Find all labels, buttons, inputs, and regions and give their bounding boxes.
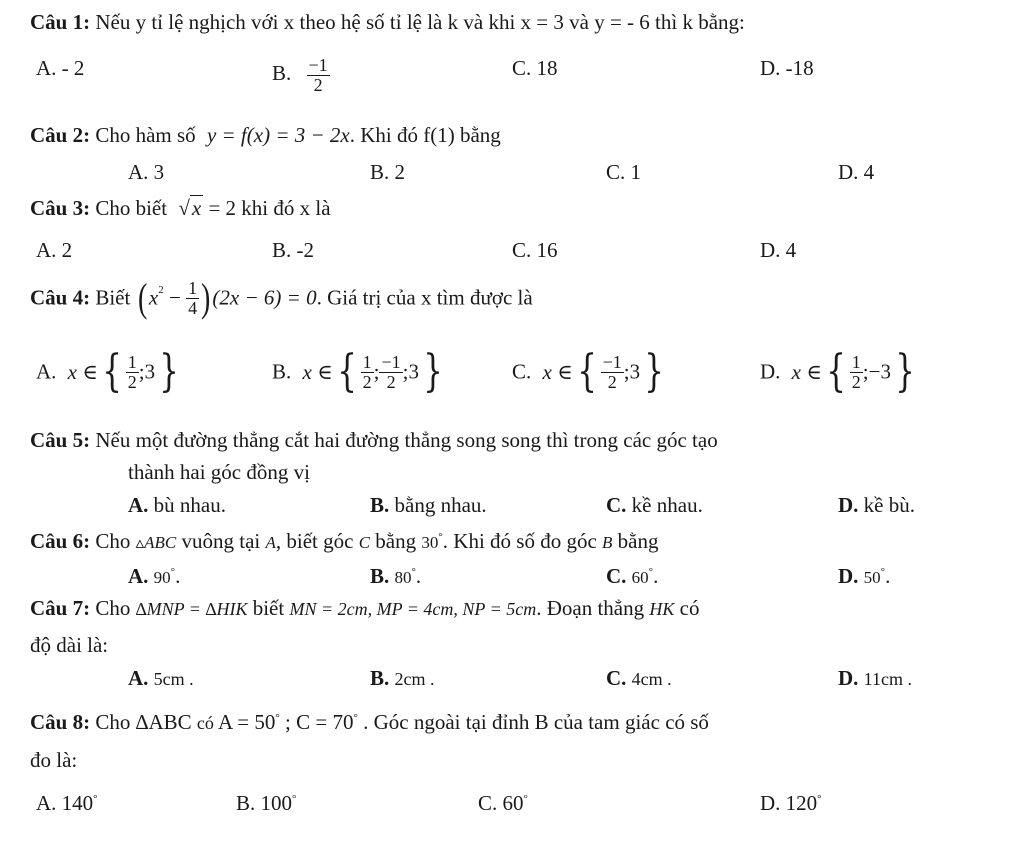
q5-d-l: D. [838, 493, 859, 517]
q5-a-l: A. [128, 493, 149, 517]
q8-text2: đo là: [30, 748, 78, 772]
q8-option-d[interactable] [760, 793, 822, 814]
q5-text2: thành hai góc đồng vị [128, 460, 310, 484]
q4-frac-num: 1 [188, 277, 198, 298]
q7-b-text: 2cm . [394, 669, 435, 689]
q4-c-d: 2 [607, 371, 617, 392]
q4-open-paren: ( [137, 275, 147, 320]
q3-option-c[interactable]: C. 16 [512, 238, 558, 262]
question-8 [30, 712, 709, 733]
q7-t3: có [679, 596, 700, 620]
q4-option-a[interactable] [36, 346, 183, 397]
q6-a-dot: . [175, 564, 181, 588]
q8-d-l: D. [760, 791, 781, 815]
q6-val: 30 [421, 533, 439, 552]
q4-option-d[interactable] [760, 346, 919, 397]
q2-label: Câu 2: [30, 123, 91, 147]
q8-b-l: B. [236, 791, 256, 815]
q6-triangle: ▵ABC [135, 533, 177, 552]
q1-option-c[interactable]: C. 18 [512, 56, 558, 80]
q4-a-three: 3 [144, 359, 156, 384]
q8-a-eq: A = 50 [217, 710, 276, 734]
question-7 [30, 598, 699, 619]
q4-exp: 2 [158, 283, 164, 296]
q8-a-l: A. [36, 791, 57, 815]
q6-b-val: 80 [394, 568, 412, 587]
q2-text-after: . Khi đó f(1) bằng [349, 123, 501, 147]
q7-option-a[interactable] [128, 668, 194, 689]
q3-label: Câu 3: [30, 196, 91, 220]
q7-text2: độ dài là: [30, 633, 109, 657]
q6-deg: ° [438, 531, 443, 543]
q4-d-neg-three: −3 [868, 359, 891, 384]
q5-a-text: bù nhau. [153, 493, 226, 517]
q4-d-n: 1 [851, 351, 861, 372]
q8-b-opt-deg: ° [292, 793, 297, 805]
q4-c-n: −1 [602, 351, 622, 372]
q8-d-val: 120 [785, 791, 818, 815]
q1-option-b[interactable] [272, 56, 330, 95]
q4-option-c[interactable] [512, 346, 668, 397]
q6-angle-c: C [358, 533, 371, 552]
q6-option-d[interactable] [838, 566, 890, 587]
q3-formula-rest: = 2 [208, 196, 237, 220]
q4-text-after: . Giá trị của x tìm được là [316, 285, 533, 310]
q4-fraction [186, 279, 199, 318]
q5-c-l: C. [606, 493, 627, 517]
q3-option-b[interactable]: B. -2 [272, 238, 314, 262]
q6-t5: bằng [617, 529, 659, 553]
q6-c-deg: ° [648, 566, 654, 578]
q8-semicolon: ; [285, 710, 291, 734]
question-5 [30, 430, 718, 451]
q7-given: MN = 2cm, MP = 4cm, NP = 5cm [289, 599, 537, 619]
q5-text1: Nếu một đường thẳng cắt hai đường thẳng song song thì trong các góc tạo [95, 428, 718, 452]
q4-b-d2: 2 [386, 371, 396, 392]
q4-a-rbrace: } [159, 346, 179, 397]
q5-label: Câu 5: [30, 428, 91, 452]
q3-text-before: Cho biết [95, 196, 168, 220]
q6-text-before: Cho [95, 529, 131, 553]
q1-option-d[interactable]: D. -18 [760, 56, 814, 80]
q3-option-d[interactable]: D. 4 [760, 238, 797, 262]
q8-c-val: 60 [502, 791, 524, 815]
q4-b-d1: 2 [362, 371, 372, 392]
q4-c-rbrace: } [644, 346, 664, 397]
q4-c-three: 3 [629, 359, 641, 384]
q7-option-d[interactable] [838, 668, 912, 689]
q4-close-paren: ) [201, 275, 211, 320]
q6-c-l: C. [606, 564, 627, 588]
q4-a-set: x ∈ [67, 359, 98, 384]
q7-c-text: 4cm . [631, 669, 672, 689]
q6-t4: . Khi đó số đo góc [442, 529, 597, 553]
q7-t1: biết [252, 596, 285, 620]
q7-seg: HK [649, 599, 675, 619]
q7-d-text: 11cm . [863, 669, 912, 689]
q5-b-l: B. [370, 493, 390, 517]
q7-option-b[interactable] [370, 668, 435, 689]
q8-co: có [196, 713, 214, 733]
q8-label: Câu 8: [30, 710, 91, 734]
q4-label: Câu 4: [30, 285, 91, 310]
q6-a-val: 90 [153, 568, 171, 587]
q7-option-c[interactable] [606, 668, 672, 689]
q6-c-val: 60 [631, 568, 649, 587]
q6-option-b[interactable] [370, 566, 421, 587]
question-6 [30, 531, 659, 552]
q6-t1: vuông tại [181, 529, 261, 553]
q4-a-n: 1 [127, 351, 137, 372]
q4-text-before: Biết [95, 285, 131, 310]
q6-d-dot: . [885, 564, 891, 588]
q8-option-b[interactable] [236, 793, 296, 814]
q6-label: Câu 6: [30, 529, 91, 553]
q2-option-b[interactable]: B. 2 [370, 160, 406, 184]
q6-option-c[interactable] [606, 566, 658, 587]
q1-label: Câu 1: [30, 10, 91, 34]
q4-a-sep: ; [138, 359, 145, 384]
q4-b-lbrace: { [336, 346, 357, 397]
q4-a-lbrace: { [101, 346, 122, 397]
q4-d-prefix: D. [760, 359, 781, 384]
q4-b-sep2: ; [402, 359, 409, 384]
q4-x: x [148, 285, 159, 310]
q4-option-b[interactable] [272, 346, 447, 397]
q2-option-a[interactable]: A. 3 [128, 160, 165, 184]
q5-option-d[interactable] [838, 495, 915, 516]
q6-b-deg: ° [411, 566, 416, 578]
q7-formula: ∆MNP = ∆HIK [135, 599, 248, 619]
q6-d-deg: ° [880, 566, 886, 578]
q8-c-eq: C = 70 [296, 710, 354, 734]
q4-d-lbrace: { [825, 346, 846, 397]
q7-text-before: Cho [95, 596, 131, 620]
question-2 [30, 125, 501, 146]
q8-c-deg: ° [353, 712, 358, 724]
q4-d-rbrace: } [895, 346, 915, 397]
q8-c-opt-deg: ° [523, 793, 528, 805]
q6-a-deg: ° [170, 566, 176, 578]
q4-b-n1: 1 [362, 351, 372, 372]
q2-text-before: Cho hàm số [95, 123, 196, 147]
q1-b-prefix: B. [272, 61, 292, 86]
q6-at: A [265, 533, 276, 552]
q3-text-after: khi đó x là [241, 196, 331, 220]
q6-a-l: A. [128, 564, 149, 588]
question-1 [30, 12, 745, 33]
q7-label: Câu 7: [30, 596, 91, 620]
q4-minus: − [169, 285, 181, 310]
q8-triangle: ∆ABC [135, 710, 192, 734]
q5-option-c[interactable] [606, 495, 703, 516]
q8-c-l: C. [478, 791, 498, 815]
q5-b-text: bằng nhau. [394, 493, 487, 517]
q4-a-prefix: A. [36, 359, 57, 384]
q4-c-set: x ∈ [542, 359, 573, 384]
q1-b-den: 2 [313, 74, 323, 95]
q4-d-set: x ∈ [791, 359, 822, 384]
q1-text: Nếu y tỉ lệ nghịch với x theo hệ số tỉ lệ là k và khi x = 3 và y = - 6 thì k bằng: [95, 10, 745, 34]
q6-option-a[interactable] [128, 566, 180, 587]
q5-option-a[interactable] [128, 495, 226, 516]
q7-b-l: B. [370, 666, 390, 690]
q8-option-c[interactable] [478, 793, 528, 814]
q7-t2: . Đoạn thẳng [536, 596, 645, 620]
q6-b-l: B. [370, 564, 390, 588]
q4-b-n2: −1 [381, 351, 401, 372]
q4-d-sep: ; [862, 359, 869, 384]
q4-a-d: 2 [127, 371, 137, 392]
q7-c-l: C. [606, 666, 627, 690]
q4-c-prefix: C. [512, 359, 532, 384]
q4-b-sep1: ; [373, 359, 380, 384]
q8-a-opt-deg: ° [93, 793, 98, 805]
q2-formula: y = f(x) = 3 − 2x [206, 123, 350, 147]
q4-c-lbrace: { [576, 346, 597, 397]
q6-c-dot: . [653, 564, 659, 588]
q4-b-set: x ∈ [302, 359, 333, 384]
q3-radicand: x [191, 196, 202, 220]
q5-c-text: kề nhau. [631, 493, 703, 517]
q7-a-l: A. [128, 666, 149, 690]
q4-b-prefix: B. [272, 359, 292, 384]
q6-t2: , biết góc [275, 529, 354, 553]
q8-d-opt-deg: ° [817, 793, 822, 805]
q6-d-val: 50 [863, 568, 881, 587]
q8-t1: . Góc ngoài tại đỉnh B của tam giác có số [363, 710, 709, 734]
q4-c-sep: ; [623, 359, 630, 384]
q8-text-before: Cho [95, 710, 131, 734]
q7-d-l: D. [838, 666, 859, 690]
q2-option-c[interactable]: C. 1 [606, 160, 642, 184]
q3-sqrt: √x [178, 196, 202, 220]
q1-option-a[interactable]: A. - 2 [36, 56, 85, 80]
q6-b-dot: . [415, 564, 422, 588]
q6-t3: bằng [375, 529, 417, 553]
q1-b-fraction [307, 56, 330, 95]
question-3 [30, 198, 331, 219]
q5-d-text: kề bù. [863, 493, 915, 517]
q8-a-val: 140 [61, 791, 94, 815]
q4-frac-den: 4 [188, 297, 198, 318]
q8-option-a[interactable] [36, 793, 98, 814]
q6-d-l: D. [838, 564, 859, 588]
q8-b-val: 100 [260, 791, 293, 815]
q2-option-d[interactable]: D. 4 [838, 160, 875, 184]
q4-factor2: (2x − 6) = 0 [212, 285, 317, 310]
q4-b-rbrace: } [423, 346, 443, 397]
q6-angle-b: B [602, 533, 613, 552]
q3-option-a[interactable]: A. 2 [36, 238, 73, 262]
question-4 [30, 275, 533, 320]
q8-a-deg: ° [275, 712, 280, 724]
q1-b-num: −1 [308, 55, 328, 75]
q4-d-d: 2 [851, 371, 861, 392]
q7-a-text: 5cm . [153, 669, 194, 689]
q5-option-b[interactable] [370, 495, 487, 516]
q4-b-three: 3 [408, 359, 419, 384]
